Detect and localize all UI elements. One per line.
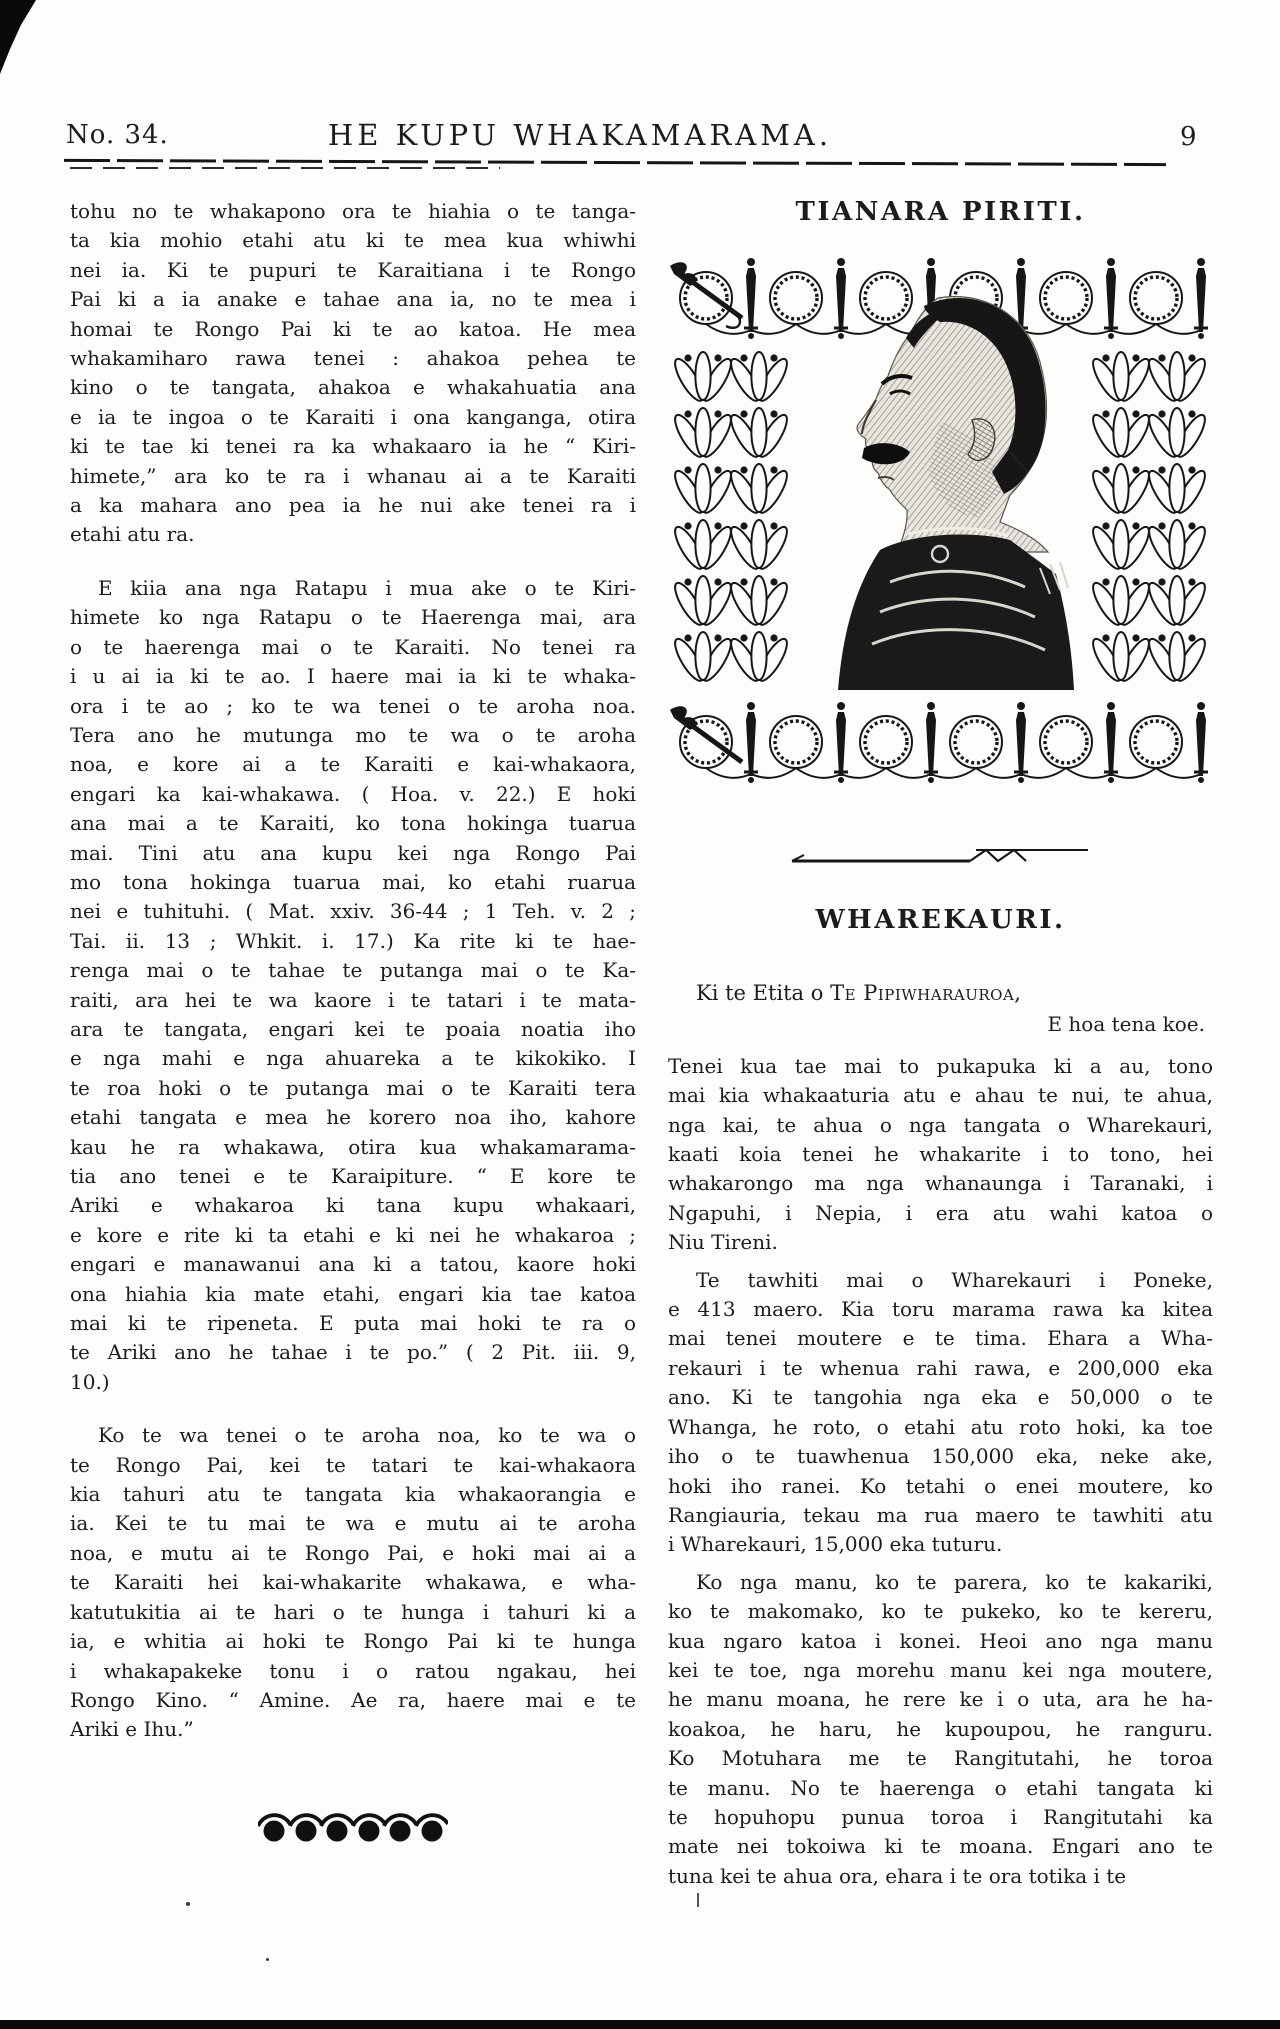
text-line: himete,” ara ko te ra i whanau ai a te Karaiti [70, 463, 636, 488]
text-line: whakarongo ma nga whanaunga i Taranaki, i [668, 1171, 1213, 1196]
text-line: he manu moana, he rere ke i o uta, ara he ha- [668, 1687, 1213, 1712]
text-line: E kiia ana nga Ratapu i mua ake o te Kiri- [98, 575, 636, 600]
text-line: ora i te ao ; ko te wa tenei o te aroha noa. [70, 693, 636, 718]
text-line: mai. Tini atu ana kupu kei nga Rongo Pai [70, 840, 636, 865]
text-line: ara te tangata, engari kei te poaia noatia iho [70, 1016, 636, 1041]
text-line: Ko te wa tenei o te aroha noa, ko te wa o [98, 1423, 636, 1448]
text-line: tohu no te whakapono ora te hiahia o te tanga- [70, 199, 636, 223]
text-line: te Karaiti hei kai-whakarite whakawa, e wha- [70, 1570, 636, 1595]
paragraph [70, 197, 636, 550]
text-line: homai te Rongo Pai ki te ao katoa. He mea [70, 316, 636, 341]
issue-number: No. 34. [66, 120, 169, 150]
salutation-prefix: Ki te Etita o [696, 981, 831, 1005]
text-line: katutukitia ai te hari o te hunga i tahuri ki a [70, 1599, 636, 1624]
text-line: kua ngaro katoa i konei. Heoi ano nga manu [668, 1628, 1213, 1653]
text-line: mo tona hokinga tuarua mai, ko etahi ruarua [70, 869, 636, 894]
text-line: Tai. ii. 13 ; Whkit. i. 17.) Ka rite ki te hae- [70, 928, 636, 953]
portrait-engraving [820, 282, 1082, 690]
text-line: nga kai, te ahua o nga tangata o Wharekauri, [668, 1112, 1213, 1137]
ball-and-crescent-ornament-icon [258, 1800, 448, 1846]
article-heading-tianara-piriti: TIANARA PIRITI. [795, 197, 1086, 227]
paragraph [668, 1052, 1213, 1258]
text-line: e nga mahi e nga ahuareka a te kikokiko. I [70, 1046, 636, 1071]
text-line: ta kia mohio etahi atu ki te mea kua whiwhi [70, 228, 636, 253]
paragraph [70, 574, 636, 1397]
text-line: ia, e whitia ai hoki te Rongo Pai ki te hunga [70, 1629, 636, 1654]
text-line: Te tawhiti mai o Wharekauri i Poneke, [696, 1267, 1213, 1292]
text-line: te hopuhopu punua toroa i Rangitutahi ka [668, 1804, 1213, 1829]
text-line: iho o te tuawhenua 150,000 eka, neke ake, [668, 1444, 1213, 1469]
text-line: rekauri i te whenua rahi rawa, e 200,000 eka [668, 1355, 1213, 1380]
text-line: Ariki e Ihu.” [70, 1717, 194, 1742]
text-line: kei te toe, nga morehu manu kei nga moutere, [668, 1657, 1213, 1682]
text-line: i whakapakeke tonu i o ratou ngakau, hei [70, 1658, 636, 1683]
ink-speck [186, 1902, 190, 1906]
greeting: E hoa tena koe. [1047, 1012, 1205, 1037]
text-line: mate nei tokoiwa ki te moana. Engari ano te [668, 1834, 1213, 1859]
text-line: i Wharekauri, 15,000 eka tuturu. [668, 1532, 1003, 1557]
text-line: koakoa, he haru, he kupoupou, he ranguru. [668, 1716, 1213, 1741]
leaf-motif-left-icon [672, 348, 790, 688]
text-line: noa, e kore ai a te Karaiti e kai-whakaora, [70, 752, 636, 777]
text-line: ki te tae ki tenei ra ka whakaaro ia he “ Kiri- [70, 434, 636, 459]
text-line: etahi tangata e mea he korero noa iho, kahore [70, 1105, 636, 1130]
text-line: 10.) [70, 1369, 110, 1394]
text-line: hoki iho ranei. Ko tetahi o enei moutere, ko [668, 1473, 1213, 1498]
salutation [668, 979, 1213, 1008]
text-line: ano. Ki te tangohia nga eka e 50,000 o te [668, 1385, 1213, 1410]
text-line: Ko nga manu, ko te parera, ko te kakariki, [696, 1569, 1213, 1594]
text-line: mai ki te ripeneta. E puta mai hoki te ra o [70, 1311, 636, 1336]
text-line: Pai ki a ia anake e tahae ana ia, no te mea i [70, 287, 636, 312]
paragraph [668, 1266, 1213, 1560]
text-line: Tera ano he mutunga mo te wa o te aroha [70, 722, 636, 747]
text-line: te Rongo Pai, kei te tatari te kai-whakaora [70, 1452, 636, 1477]
officer-profile-face [857, 296, 1048, 552]
wharekauri-paragraphs [668, 1052, 1213, 1891]
text-line: ia. Kei te tu mai te wa e mutu ai te aroha [70, 1511, 636, 1536]
text-line: etahi atu ra. [70, 522, 195, 547]
text-line: e kore e rite ki ta etahi e ki nei he whakaroa ; [70, 1222, 636, 1247]
text-line: te Ariki ano he tahae i te po.” ( 2 Pit. iii. 9, [70, 1340, 636, 1365]
text-line: i u ai ia ki te ao. I haere mai ia ki te whaka- [70, 664, 636, 689]
text-line: ko te makomako, ko te pukeko, ko te kereru, [668, 1599, 1213, 1624]
text-line: mai tenei moutere e te tima. Ehara a Wha- [668, 1326, 1213, 1351]
text-line: kaati koia tenei he whakarite i to tono, hei [668, 1142, 1213, 1167]
text-line: tia ano tenei e te Karaipiture. “ E kore te [70, 1164, 636, 1188]
text-line: e ia te ingoa o te Karaiti i ona kanganga, otira [70, 404, 636, 429]
salutation-recipient: Te Pipiwharauroa, [830, 981, 1022, 1005]
paragraph [70, 1421, 636, 1744]
page-number: 9 [1180, 122, 1197, 152]
left-column [70, 197, 636, 1745]
text-line: renga mai o te tahae te putanga mai o te Ka- [70, 958, 636, 983]
text-line: Ko Motuhara me te Rangitutahi, he toroa [668, 1746, 1213, 1771]
scan-corner-artifact [0, 0, 36, 74]
text-line: tuna kei te ahua ora, ehara i te ora totika i te [668, 1863, 1127, 1888]
leaf-motif-right-icon [1090, 348, 1208, 688]
text-line: Niu Tireni. [668, 1230, 778, 1255]
text-line: engari e manawanui ana ki a tatou, kaore hoki [70, 1252, 636, 1277]
text-line: e 413 maero. Kia toru marama rawa ka kitea [668, 1297, 1213, 1322]
text-line: noa, e mutu ai te Rongo Pai, e hoki mai ai a [70, 1540, 636, 1565]
text-line: o te haerenga mai o te Karaiti. No tenei ra [70, 634, 636, 659]
text-line: raiti, ara hei te wa kaore i te tatari i te mata- [70, 987, 636, 1012]
paragraph [668, 1568, 1213, 1891]
newspaper-title: HE KUPU WHAKAMARAMA. [327, 118, 833, 152]
text-line: kia tahuri atu te tangata kia whakaorangia e [70, 1482, 636, 1507]
text-line: kau he ra whakawa, otira kua whakamarama- [70, 1134, 636, 1159]
text-line: engari ka kai-whakawa. ( Hoa. v. 22.) E hoki [70, 781, 636, 806]
text-line: te manu. No te haerenga o etahi tangata ki [668, 1775, 1213, 1800]
text-line: te roa hoki o te putanga mai o te Karaiti tera [70, 1075, 636, 1100]
text-line: Ariki e whakaroa ki tana kupu whakaari, [70, 1193, 636, 1218]
text-line: Rangiauria, tekau ma rua maero te tawhiti atu [668, 1502, 1213, 1527]
text-line: Rongo Kino. “ Amine. Ae ra, haere mai e te [70, 1687, 636, 1712]
wharekauri-article [668, 903, 1213, 1891]
header-rule-fragment [70, 167, 500, 169]
ink-speck [266, 1958, 269, 1961]
text-line: Whanga, he roto, o etahi atu roto hoki, ka toe [668, 1414, 1213, 1439]
text-line: ona hiahia kia mate etahi, engari kia tae katoa [70, 1281, 636, 1306]
flourish-divider-icon [790, 842, 1090, 872]
text-line: Tenei kua tae mai to pukapuka ki a au, tono [668, 1053, 1213, 1078]
laurel-border-bottom-icon [668, 700, 1213, 784]
text-line: ana mai a te Karaiti, ko tona hokinga tuarua [70, 811, 636, 836]
fold-tick-mark [697, 1893, 699, 1907]
article-heading-wharekauri: WHAREKAURI. [815, 905, 1066, 935]
text-line: a ka mahara ano pea ia he nui ake tenei ra i [70, 493, 636, 518]
text-line: nei ia. Ki te pupuri te Karaitiana i te Rongo [70, 257, 636, 282]
text-line: nei e tuhituhi. ( Mat. xxiv. 36-44 ; 1 Teh. v. 2 ; [70, 899, 636, 924]
text-line: himete ko nga Ratapu o te Haerenga mai, ara [70, 605, 636, 630]
text-line: Ngapuhi, i Nepia, i era atu wahi katoa o [668, 1200, 1213, 1225]
scan-bottom-edge [0, 2020, 1280, 2029]
text-line: kino o te tangata, ahakoa e whakahuatia ana [70, 375, 636, 400]
header-rule [64, 159, 1166, 166]
text-line: whakamiharo rawa tenei : ahakoa pehea te [70, 346, 636, 371]
text-line: mai kia whakaaturia atu e ahau te nui, te ahua, [668, 1083, 1213, 1108]
